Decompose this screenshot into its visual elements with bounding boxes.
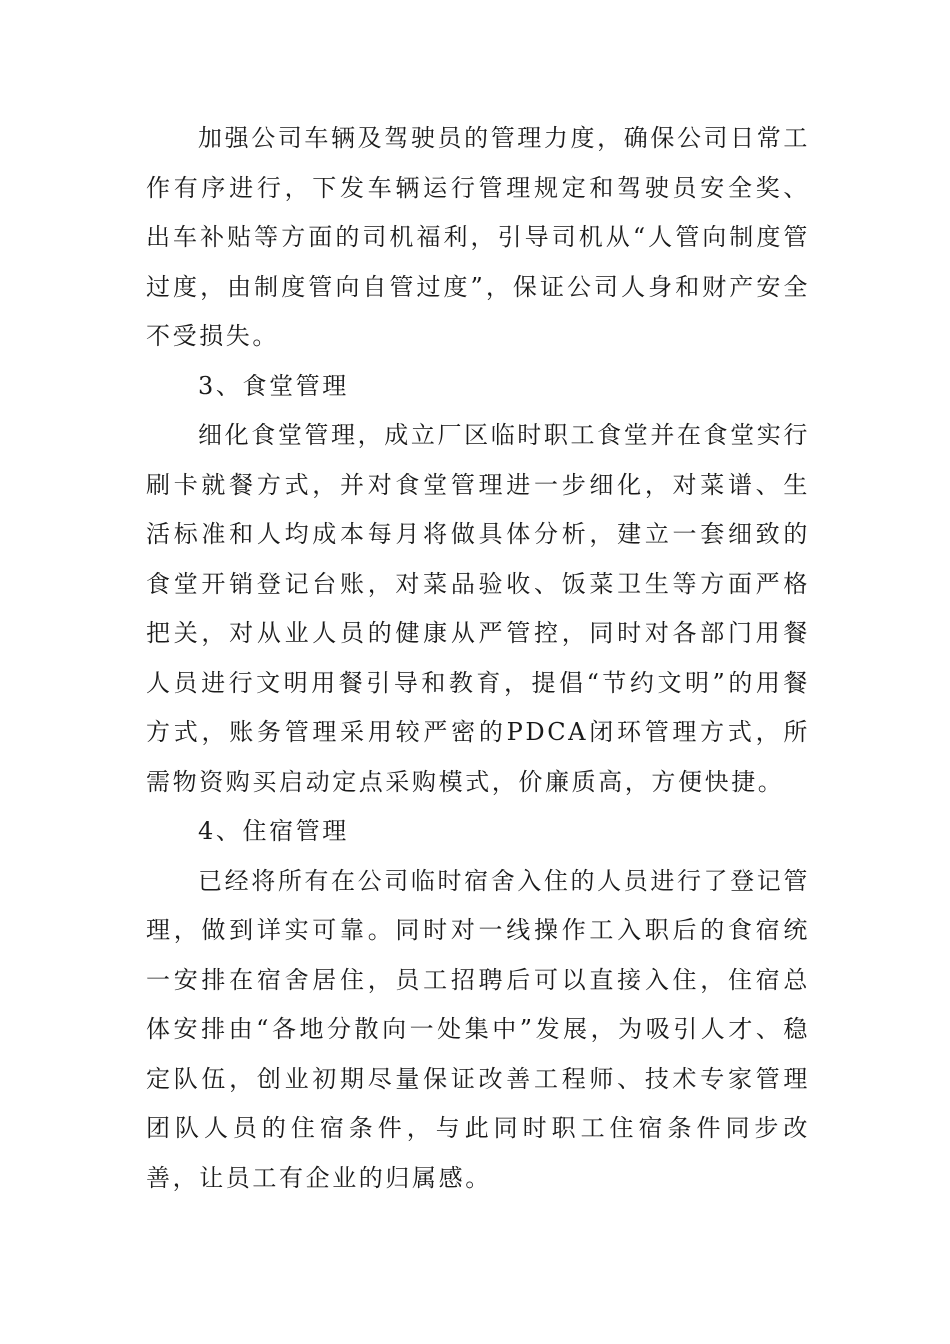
section-heading-accommodation: 4、住宿管理	[198, 817, 349, 845]
paragraph-vehicle-management: 加强公司车辆及驾驶员的管理力度，确保公司日常工作有序进行，下发车辆运行管理规定和驾驶员安全奖、出车补贴等方面的司机福利，引导司机从“人管向制度管过度，由制度管向自管过度”，保证公司人身和财产安全不受损失。	[146, 124, 810, 350]
document-page	[146, 114, 810, 1203]
section-heading-canteen: 3、食堂管理	[198, 371, 349, 400]
paragraph-canteen-management: 细化食堂管理，成立厂区临时职工食堂并在食堂实行刷卡就餐方式，并对食堂管理进一步细化，对菜谱、生活标准和人均成本每月将做具体分析，建立一套细致的食堂开销登记台账，对菜品验收、饭菜卫生等方面严格把关，对从业人员的健康从严管控，同时对各部门用餐人员进行文明用餐引导和教育，提倡“节约文明”的用餐方式，账务管理采用较严密的PDCA闭环管理方式，所需物资购买启动定点采购模式，价廉质高，方便快捷。	[146, 421, 810, 796]
paragraph-accommodation-management: 已经将所有在公司临时宿舍入住的人员进行了登记管理，做到详实可靠。同时对一线操作工入职后的食宿统一安排在宿舍居住，员工招聘后可以直接入住，住宿总体安排由“各地分散向一处集中”发展，为吸引人才、稳定队伍，创业初期尽量保证改善工程师、技术专家管理团队人员的住宿条件，与此同时职工住宿条件同步改善，让员工有企业的归属感。	[146, 866, 810, 1192]
